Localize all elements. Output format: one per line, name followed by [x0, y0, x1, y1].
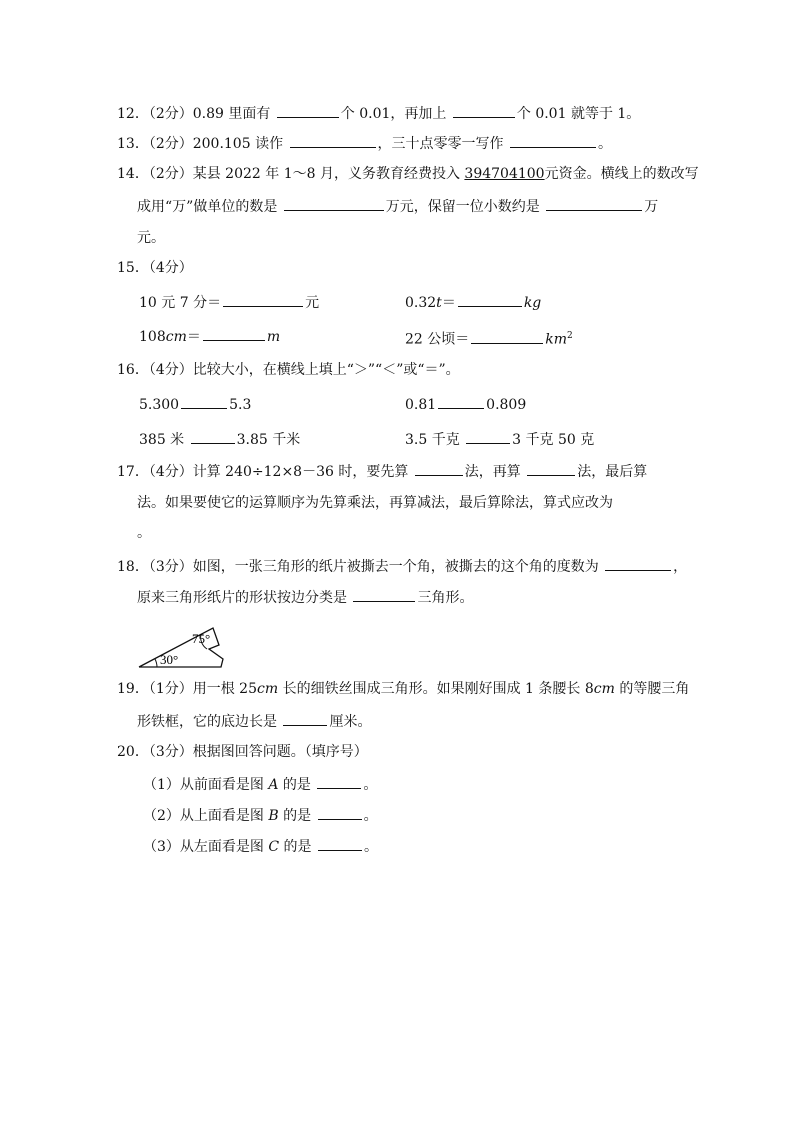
torn-triangle-figure — [137, 614, 229, 674]
q13-text-a: 13．（2分）200.105 读作 — [117, 136, 288, 152]
q14-text-e: 万 — [644, 199, 659, 215]
q14-text-d: 万元，保留一位小数约是 — [385, 199, 545, 215]
torn-triangle-svg — [137, 614, 229, 670]
q16-blank-2[interactable] — [438, 394, 484, 409]
q15-blank-4[interactable] — [471, 329, 543, 344]
q13-blank-2[interactable] — [510, 133, 596, 148]
q18-text-b: ， — [673, 559, 688, 575]
question-15-title — [117, 258, 193, 278]
q16-blank-1[interactable] — [181, 394, 227, 409]
question-13 — [117, 133, 612, 154]
q20-s2v: B — [268, 808, 279, 824]
q20-blank-1[interactable] — [317, 774, 361, 789]
question-14-line-1 — [117, 164, 699, 184]
q15-title: 15．（4分） — [117, 260, 193, 276]
q16-r1d: 0.809 — [486, 397, 527, 413]
q18-text-d: 三角形。 — [417, 590, 474, 606]
q17-blank-2[interactable] — [527, 461, 575, 476]
angle-label-30: 30° — [160, 652, 179, 667]
q17-text-c: 法，最后算 — [577, 464, 648, 480]
q18-text-c: 原来三角形纸片的形状按边分类是 — [137, 590, 352, 606]
question-17-line-3 — [137, 523, 151, 543]
q18-text-a: 18．（3分）如图，一张三角形的纸片被撕去一个角，被撕去的这个角的度数为 — [117, 559, 604, 575]
q19-text-e: 厘米。 — [329, 714, 372, 730]
q19-text-c: 的等腰三角 — [614, 681, 690, 697]
q15-r1c-eq: ＝ — [441, 295, 456, 311]
q15-r2c: 22 公顷＝ — [405, 331, 470, 348]
q17-text-d: 法。如果要使它的运算顺序为先算乘法，再算减法，最后算除法，算式应改为 — [137, 495, 613, 511]
q15-r1a: 10 元 7 分＝ — [139, 295, 222, 311]
q15-r1c: 0.32 — [405, 295, 437, 311]
q16-r2d: 3 千克 50 克 — [512, 432, 595, 448]
q15-item-1 — [139, 292, 319, 313]
q15-blank-2[interactable] — [458, 292, 522, 307]
question-19-line-2 — [137, 711, 371, 732]
q16-r2c: 3.5 千克 — [405, 432, 465, 448]
q13-text-b: ，三十点零零一写作 — [377, 136, 508, 152]
q16-title: 16．（4分）比较大小，在横线上填上“＞”“＜”或“＝”。 — [117, 362, 460, 378]
q16-item-3 — [139, 429, 300, 450]
q16-r2b: 3.85 千米 — [236, 432, 301, 448]
q14-blank-2[interactable] — [546, 196, 642, 211]
q19-text-b: 长的细铁丝围成三角形。如果刚好围成 1 条腰长 8 — [278, 681, 594, 697]
question-18-line-2 — [137, 587, 473, 608]
q12-blank-2[interactable] — [453, 103, 515, 118]
q15-r2d-sup: 2 — [567, 331, 573, 341]
question-17-line-1 — [117, 461, 647, 482]
q17-text-e: 。 — [137, 525, 151, 541]
q20-blank-3[interactable] — [318, 836, 362, 851]
q20-sub-3 — [143, 836, 378, 857]
q15-item-3 — [139, 326, 280, 347]
q15-blank-1[interactable] — [223, 292, 303, 307]
q20-title: 20．（3分）根据图回答问题。（填序号） — [117, 744, 368, 760]
q19-text-d: 形铁框，它的底边长是 — [137, 714, 282, 730]
q14-blank-1[interactable] — [284, 196, 384, 211]
q12-blank-1[interactable] — [277, 103, 339, 118]
q14-text-b: 元资金。横线上的数改写 — [544, 166, 699, 182]
q16-item-4 — [405, 429, 594, 450]
question-12 — [117, 103, 640, 124]
question-14-line-2 — [137, 196, 658, 217]
q15-item-2 — [405, 292, 541, 313]
q20-s3c: 。 — [363, 839, 378, 855]
q20-s1c: 。 — [363, 777, 378, 793]
q14-text-a: 14．（2分）某县 2022 年 1～8 月，义务教育经费投入 — [117, 166, 465, 182]
q20-s2b: 的是 — [278, 808, 316, 824]
q20-s2a: （2）从上面看是图 — [143, 808, 269, 824]
q18-blank-1[interactable] — [605, 556, 671, 571]
q19-unit-a: cm — [257, 681, 279, 697]
q17-text-b: 法，再算 — [464, 464, 526, 480]
q16-r1a: 5.300 — [139, 397, 180, 413]
q13-text-c: 。 — [597, 136, 612, 152]
angle-label-75: 75° — [192, 631, 211, 646]
q20-sub-2 — [143, 805, 378, 826]
q15-r2a-unit: cm — [165, 329, 187, 345]
q12-text-c: 个 0.01 就等于 1。 — [516, 106, 641, 122]
question-19-line-1 — [117, 679, 689, 699]
q20-s1a: （1）从前面看是图 — [143, 777, 269, 793]
q15-r2a-eq: ＝ — [186, 329, 201, 345]
question-16-title — [117, 360, 460, 380]
q14-text-f: 元。 — [137, 230, 165, 246]
q16-r2a: 385 米 — [139, 432, 189, 448]
q15-r2d: km — [545, 331, 568, 348]
q20-s1b: 的是 — [278, 777, 316, 793]
q16-blank-3[interactable] — [191, 429, 235, 444]
question-20-title — [117, 742, 368, 762]
q16-item-1 — [139, 394, 251, 415]
q17-text-a: 17．（4分）计算 240÷12×8－36 时，要先算 — [117, 464, 413, 480]
q13-blank-1[interactable] — [290, 133, 376, 148]
q19-text-a: 19．（1分）用一根 25 — [117, 681, 257, 697]
question-14-line-3 — [137, 228, 165, 248]
q20-s3v: C — [268, 839, 280, 855]
q15-r1c-unit: t — [436, 295, 442, 311]
q20-sub-1 — [143, 774, 377, 795]
q16-item-2 — [405, 394, 526, 415]
angle-arc-30 — [155, 659, 157, 667]
q15-r2b: m — [266, 329, 281, 345]
q15-r1b: 元 — [305, 295, 320, 311]
q14-number: 394704100 — [464, 166, 545, 182]
q17-blank-1[interactable] — [415, 461, 463, 476]
q20-s3a: （3）从左面看是图 — [143, 839, 269, 855]
question-18-line-1 — [117, 556, 687, 577]
q20-s2c: 。 — [363, 808, 378, 824]
q14-text-c: 成用“万”做单位的数是 — [137, 199, 282, 215]
q20-s1v: A — [268, 777, 279, 793]
q16-r1c: 0.81 — [405, 397, 437, 413]
q18-blank-2[interactable] — [353, 587, 415, 602]
q12-text-a: 12．（2分）0.89 里面有 — [117, 106, 275, 122]
q16-r1b: 5.3 — [229, 397, 252, 413]
q16-blank-4[interactable] — [466, 429, 510, 444]
q15-blank-3[interactable] — [203, 326, 265, 341]
q15-r1d: kg — [523, 295, 542, 311]
question-17-line-2 — [137, 493, 613, 513]
q15-item-4 — [405, 326, 573, 350]
q15-r2a: 108 — [139, 329, 166, 345]
q19-blank[interactable] — [283, 711, 327, 726]
q20-s3b: 的是 — [279, 839, 316, 855]
q20-blank-2[interactable] — [318, 805, 362, 820]
q12-text-b: 个 0.01，再加上 — [340, 106, 451, 122]
triangle-outline — [139, 628, 223, 667]
q19-unit-b: cm — [593, 681, 615, 697]
